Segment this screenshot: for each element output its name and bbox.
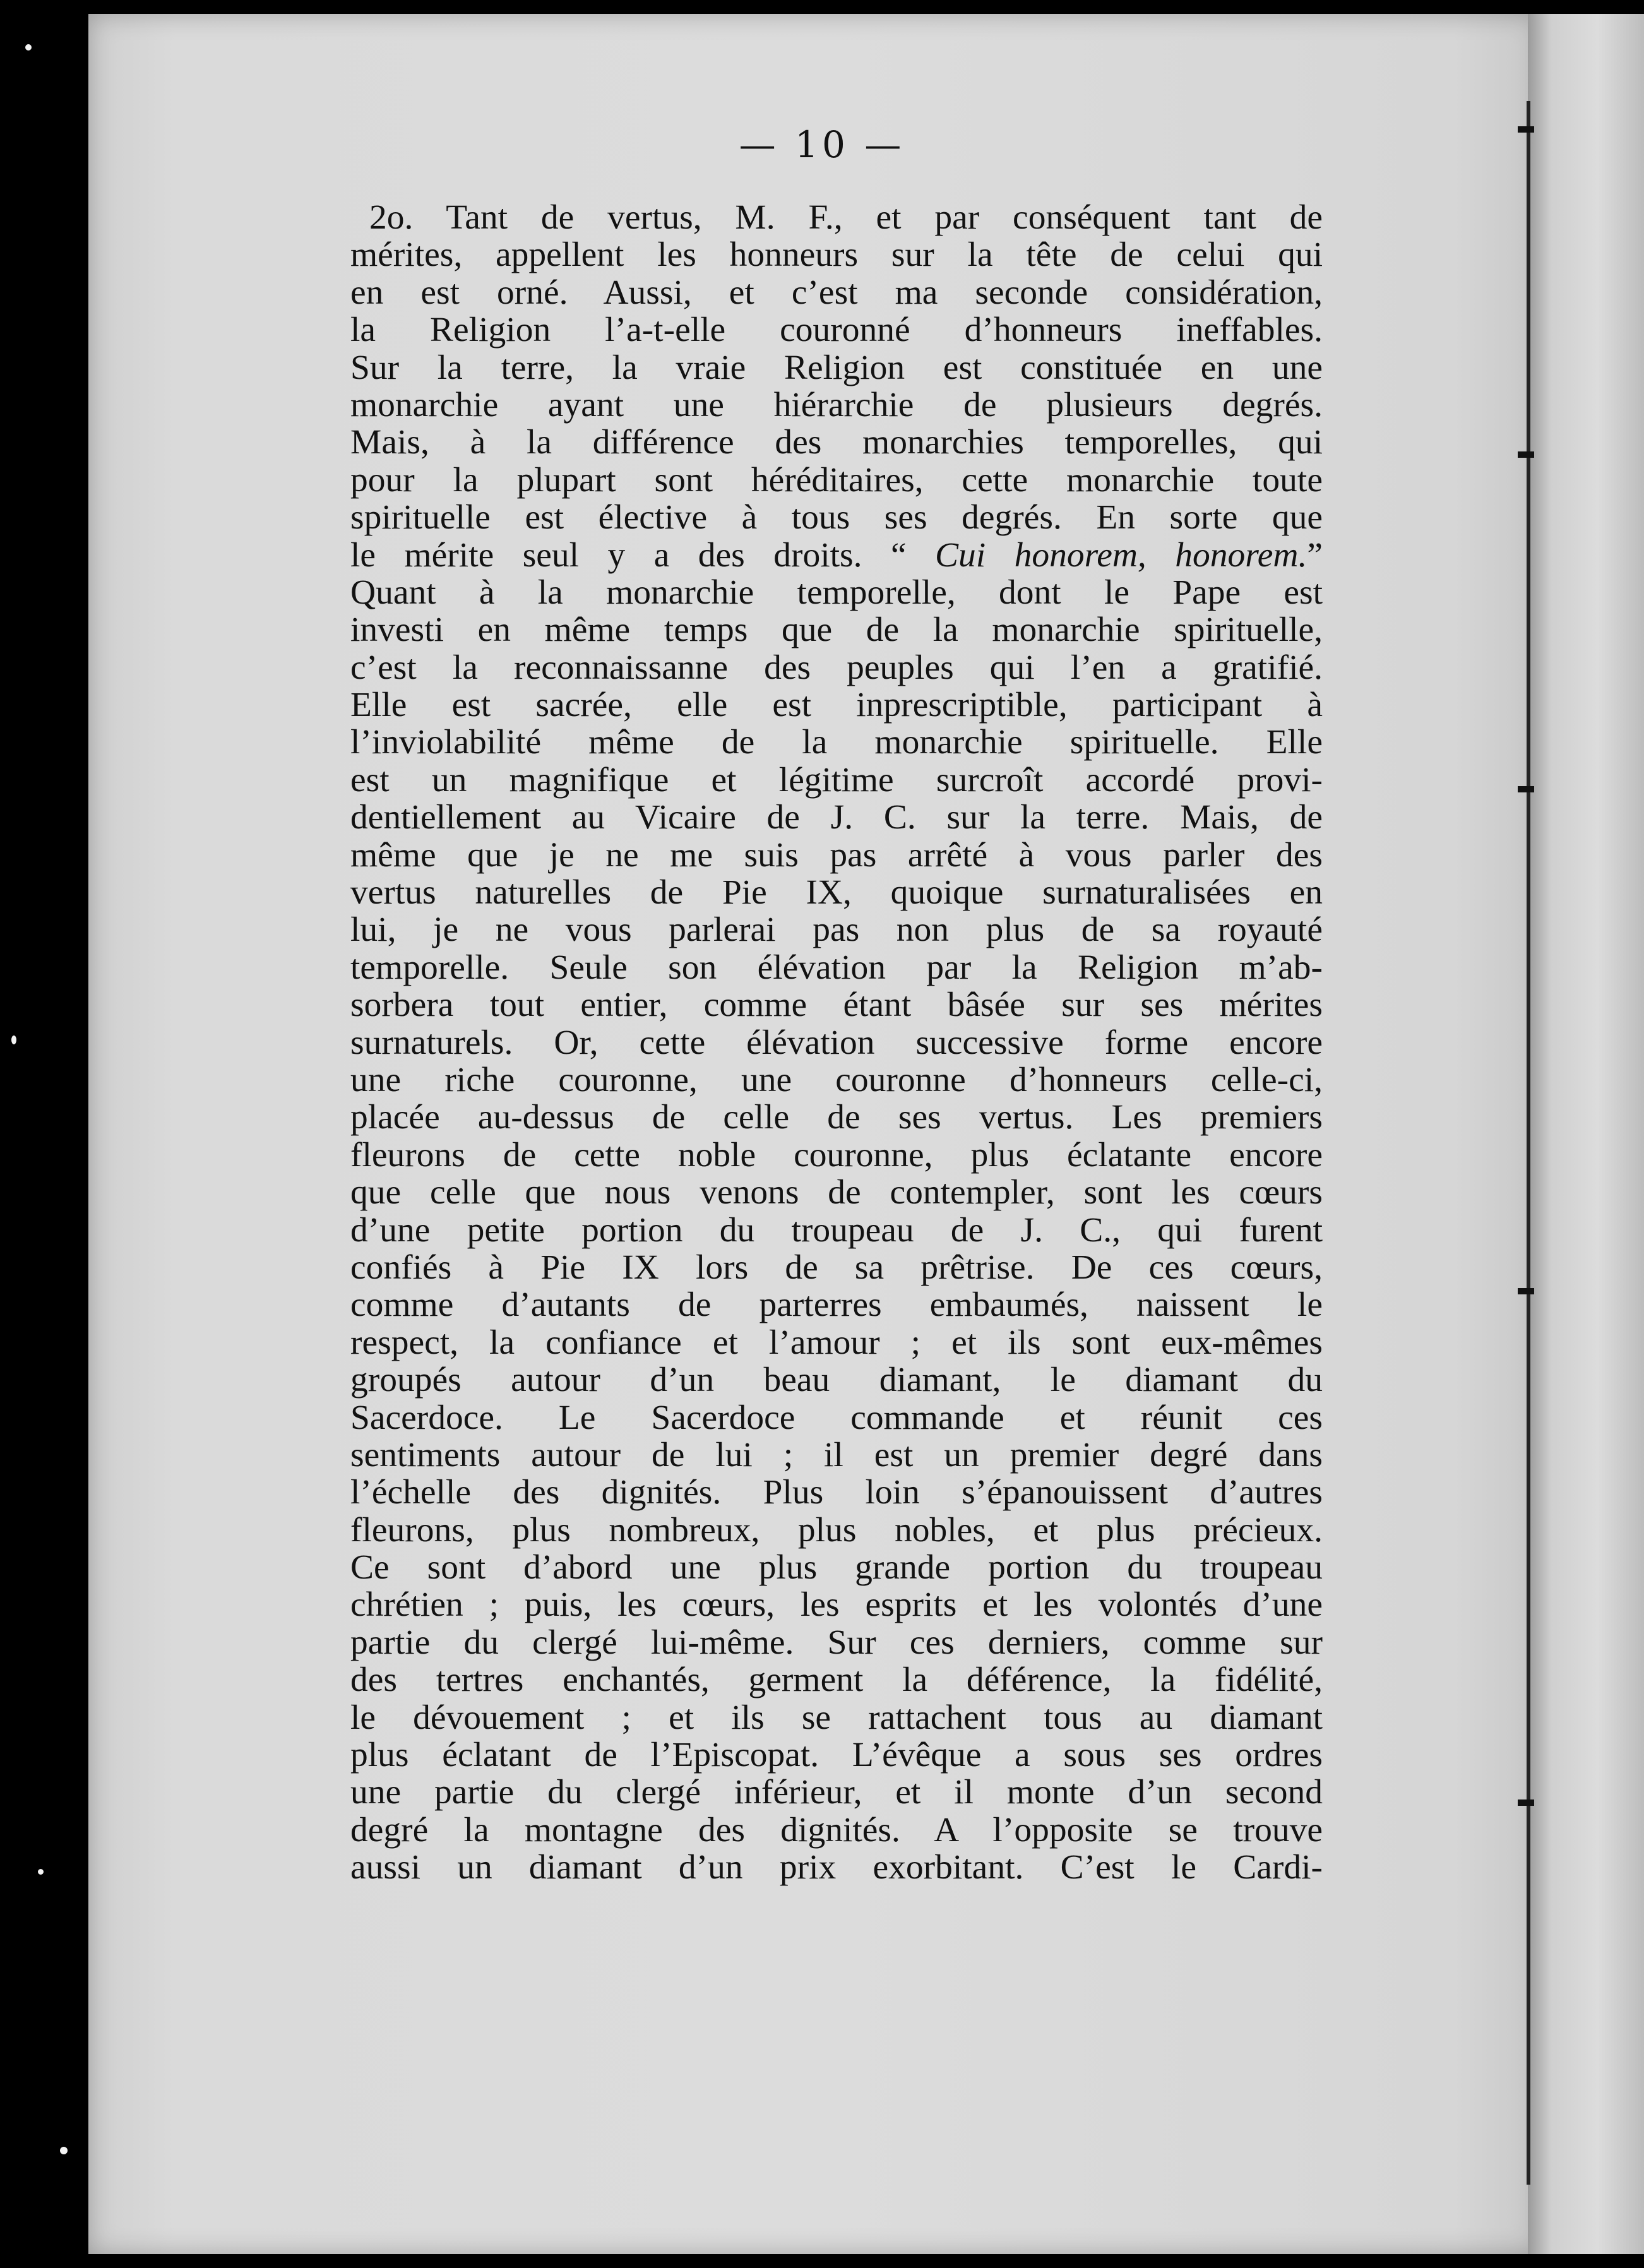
- edge-tick: [1518, 786, 1534, 792]
- text-line: l’échelle des dignités. Plus loin s’épanouissent d’autres: [350, 1473, 1323, 1512]
- text-line: Elle est sacrée, elle est inprescriptible, participant à: [350, 686, 1323, 725]
- dust-speck: [11, 1036, 16, 1044]
- text-line: fleurons, plus nombreux, plus nobles, et plus précieux.: [350, 1510, 1323, 1549]
- text-line: chrétien ; puis, les cœurs, les esprits et les volontés d’une: [350, 1585, 1323, 1625]
- dust-speck: [25, 44, 32, 51]
- text-line: pour la plupart sont héréditaires, cette monarchie toute: [350, 460, 1323, 499]
- text-line: est un magnifique et légitime surcroît accordé provi-: [350, 760, 1323, 799]
- dust-speck: [38, 1869, 44, 1875]
- text-line: plus éclatant de l’Episcopat. L’évêque a sous ses ordres: [350, 1736, 1323, 1775]
- text-line: Sur la terre, la vraie Religion est constituée en une: [350, 348, 1323, 387]
- text-line: en est orné. Aussi, et c’est ma seconde considération,: [350, 273, 1323, 312]
- text-line: vertus naturelles de Pie IX, quoique surnaturalisées en: [350, 873, 1323, 912]
- latin-quote: Cui honorem, honorem.: [935, 535, 1307, 575]
- text-line: degré la montagne des dignités. A l’opposite se trouve: [350, 1810, 1323, 1849]
- text-line: aussi un diamant d’un prix exorbitant. C’est le Cardi-: [350, 1848, 1323, 1887]
- text-line: confiés à Pie IX lors de sa prêtrise. De ces cœurs,: [350, 1248, 1323, 1287]
- text-line: Quant à la monarchie temporelle, dont le Pape est: [350, 573, 1323, 612]
- text-line: que celle que nous venons de contempler, sont les cœurs: [350, 1173, 1323, 1212]
- text-line: monarchie ayant une hiérarchie de plusieurs degrés.: [350, 385, 1323, 424]
- page-gutter-line: [1527, 101, 1530, 2185]
- page-number: — 10 —: [739, 123, 905, 166]
- page-edge: [1528, 14, 1644, 2254]
- text-line: le mérite seul y a des droits. “ Cui honorem, honorem.”: [350, 535, 1323, 575]
- text-line: temporelle. Seule son élévation par la Religion m’ab-: [350, 948, 1323, 987]
- text-line: mérites, appellent les honneurs sur la tête de celui qui: [350, 236, 1323, 275]
- edge-tick: [1518, 1799, 1534, 1806]
- text-line: dentiellement au Vicaire de J. C. sur la terre. Mais, de: [350, 798, 1323, 837]
- text-line: des tertres enchantés, germent la déférence, la fidélité,: [350, 1661, 1323, 1700]
- text-line: surnaturels. Or, cette élévation successive forme encore: [350, 1023, 1323, 1062]
- text-line: placée au-dessus de celle de ses vertus. Les premiers: [350, 1098, 1323, 1137]
- text-line: même que je ne me suis pas arrêté à vous parler des: [350, 835, 1323, 874]
- text-line: la Religion l’a-t-elle couronné d’honneurs ineffables.: [350, 311, 1323, 350]
- text-line: lui, je ne vous parlerai pas non plus de sa royauté: [350, 910, 1323, 950]
- edge-tick: [1518, 451, 1534, 458]
- text-line: c’est la reconnaissanne des peuples qui l’en a gratifié.: [350, 648, 1323, 687]
- text-line: comme d’autants de parterres embaumés, naissent le: [350, 1286, 1323, 1325]
- text-line: une riche couronne, une couronne d’honneurs celle-ci,: [350, 1060, 1323, 1099]
- text-line: Sacerdoce. Le Sacerdoce commande et réunit ces: [350, 1398, 1323, 1437]
- text-line: le dévouement ; et ils se rattachent tous au diamant: [350, 1698, 1323, 1737]
- text-line: sentiments autour de lui ; il est un premier degré dans: [350, 1435, 1323, 1474]
- text-line: investi en même temps que de la monarchie spirituelle,: [350, 611, 1323, 650]
- text-line: partie du clergé lui-même. Sur ces derniers, comme sur: [350, 1623, 1323, 1662]
- text-line: 2o. Tant de vertus, M. F., et par conséquent tant de: [369, 198, 1323, 237]
- edge-tick: [1518, 1288, 1534, 1294]
- dust-speck: [60, 2147, 68, 2154]
- text-line: respect, la confiance et l’amour ; et ils sont eux-mêmes: [350, 1323, 1323, 1362]
- text-line: sorbera tout entier, comme étant bâsée sur ses mérites: [350, 986, 1323, 1025]
- text-line: l’inviolabilité même de la monarchie spirituelle. Elle: [350, 723, 1323, 762]
- text-line: une partie du clergé inférieur, et il monte d’un second: [350, 1773, 1323, 1812]
- text-line: fleurons de cette noble couronne, plus éclatante encore: [350, 1135, 1323, 1174]
- text-line: Mais, à la différence des monarchies temporelles, qui: [350, 423, 1323, 462]
- text-line: d’une petite portion du troupeau de J. C., qui furent: [350, 1210, 1323, 1250]
- text-line: groupés autour d’un beau diamant, le diamant du: [350, 1361, 1323, 1400]
- body-text: [350, 199, 1323, 1887]
- text-line: Ce sont d’abord une plus grande portion du troupeau: [350, 1548, 1323, 1587]
- text-line: spirituelle est élective à tous ses degrés. En sorte que: [350, 498, 1323, 537]
